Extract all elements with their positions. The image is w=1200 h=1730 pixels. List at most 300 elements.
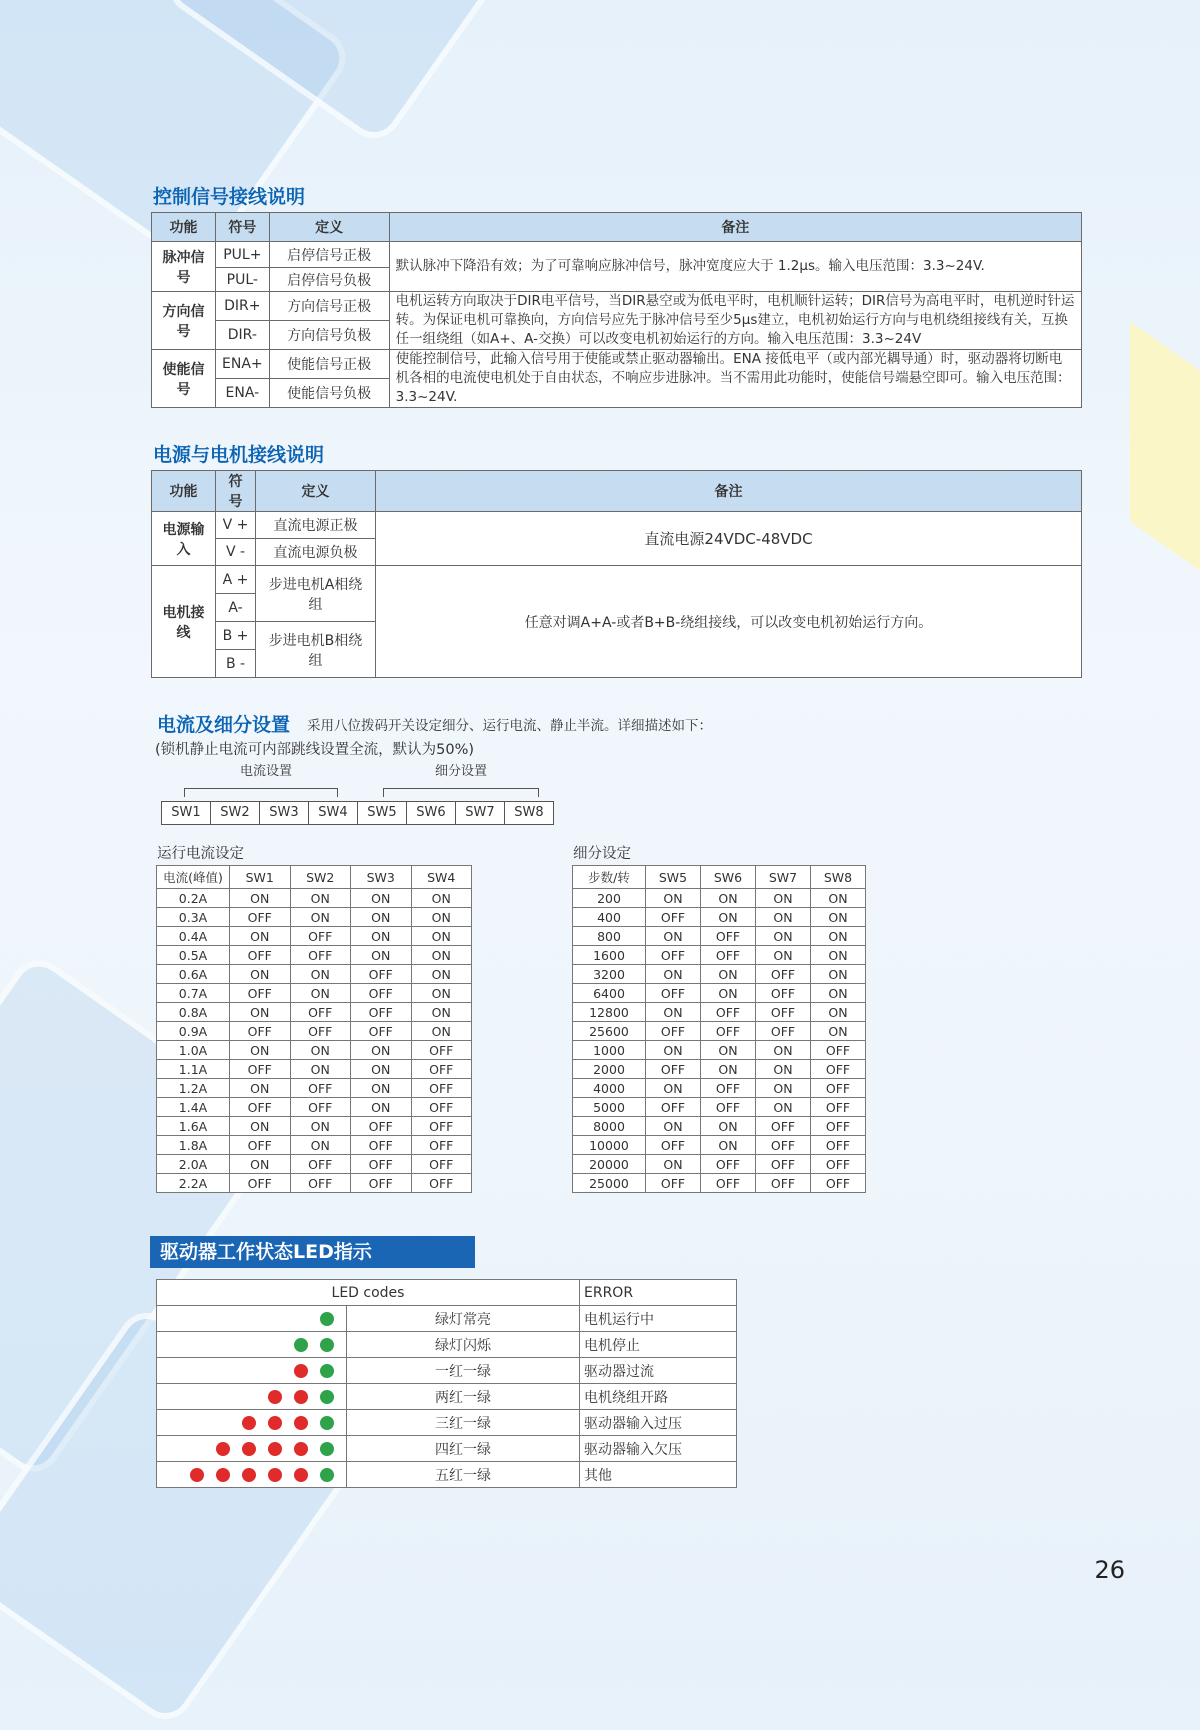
table-cell: OFF (230, 1022, 291, 1041)
control-section-title: 控制信号接线说明 (153, 186, 306, 208)
table-cell: 8000 (573, 1117, 646, 1136)
table-cell: ON (230, 927, 291, 946)
current-section-note: (锁机静止电流可内部跳线设置全流，默认为50%) (155, 742, 475, 758)
definition-cell: 启停信号正极 (269, 242, 389, 268)
table-cell: 25000 (573, 1174, 646, 1193)
table-cell: OFF (646, 1136, 701, 1155)
table-row (573, 889, 866, 908)
table-cell: 12800 (573, 1003, 646, 1022)
table-row (157, 1155, 472, 1174)
table-cell: ON (646, 1079, 701, 1098)
table-cell: OFF (351, 965, 412, 984)
red-led-icon (242, 1416, 256, 1430)
run-header-cell: 电流(峰值) (157, 866, 230, 889)
led-desc-cell: 五红一绿 (347, 1462, 580, 1488)
definition-cell: 启停信号负极 (269, 268, 389, 292)
table-cell: ON (230, 1079, 291, 1098)
table-cell: OFF (411, 1060, 472, 1079)
green-led-icon (320, 1364, 334, 1378)
table-cell: OFF (811, 1136, 866, 1155)
table-row (573, 1003, 866, 1022)
table-cell: ON (290, 965, 351, 984)
led-error-cell: 电机运行中 (580, 1306, 737, 1332)
table-cell: ON (351, 1098, 412, 1117)
led-dots-cell (157, 1306, 347, 1332)
table-cell: OFF (811, 1098, 866, 1117)
led-dots-cell (157, 1332, 347, 1358)
table-row (157, 984, 472, 1003)
table-row (157, 889, 472, 908)
table-cell: OFF (290, 1098, 351, 1117)
red-led-icon (268, 1416, 282, 1430)
table-cell: ON (351, 927, 412, 946)
table-cell: ON (411, 1022, 472, 1041)
table-cell: OFF (756, 1117, 811, 1136)
table-cell: 200 (573, 889, 646, 908)
table-cell: OFF (646, 984, 701, 1003)
red-led-icon (242, 1442, 256, 1456)
table-cell: OFF (701, 1098, 756, 1117)
led-error-cell: 其他 (580, 1462, 737, 1488)
table-cell: OFF (351, 1155, 412, 1174)
run-header-cell: SW4 (411, 866, 472, 889)
table-cell: OFF (811, 1060, 866, 1079)
table-cell: ON (756, 1060, 811, 1079)
run-header-cell: SW1 (230, 866, 291, 889)
table-row (573, 984, 866, 1003)
switch-group-current-label: 电流设置 (240, 764, 293, 779)
table-row (573, 1041, 866, 1060)
led-error-cell: 电机停止 (580, 1332, 737, 1358)
table-cell: ON (646, 1041, 701, 1060)
table-cell: ON (811, 908, 866, 927)
definition-cell: 方向信号负极 (269, 321, 389, 350)
power-section-title: 电源与电机接线说明 (153, 444, 325, 466)
switch-group-current-bracket (184, 788, 338, 797)
table-cell: ON (646, 1003, 701, 1022)
table-cell: ON (646, 1155, 701, 1174)
red-led-icon (294, 1364, 308, 1378)
table-row (573, 1155, 866, 1174)
table-cell: OFF (701, 946, 756, 965)
symbol-cell: PUL+ (216, 242, 270, 268)
table-cell: ON (756, 1098, 811, 1117)
green-led-icon (320, 1338, 334, 1352)
table-cell: ON (701, 1041, 756, 1060)
symbol-cell: B + (216, 622, 256, 650)
control-signal-table (151, 212, 1082, 408)
table-cell: 2000 (573, 1060, 646, 1079)
table-cell: 1000 (573, 1041, 646, 1060)
symbol-cell: PUL- (216, 268, 270, 292)
table-cell: ON (811, 965, 866, 984)
led-error-cell: 驱动器输入欠压 (580, 1436, 737, 1462)
table-row (157, 1079, 472, 1098)
function-cell: 使能信号 (152, 350, 216, 408)
table-cell: ON (351, 1060, 412, 1079)
red-led-icon (294, 1416, 308, 1430)
definition-cell: 使能信号正极 (269, 350, 389, 379)
table-cell: ON (756, 927, 811, 946)
green-led-icon (320, 1312, 334, 1326)
table-cell: 2.0A (157, 1155, 230, 1174)
table-cell: ON (756, 908, 811, 927)
table-cell: OFF (411, 1041, 472, 1060)
led-row (157, 1462, 737, 1488)
table-cell: 400 (573, 908, 646, 927)
table-cell: 1.1A (157, 1060, 230, 1079)
definition-cell: 直流电源正极 (256, 512, 376, 539)
table-cell: ON (646, 889, 701, 908)
table-cell: ON (411, 965, 472, 984)
table-cell: 1.6A (157, 1117, 230, 1136)
microstep-title: 细分设定 (573, 846, 631, 862)
table-cell: OFF (701, 1022, 756, 1041)
table-cell: OFF (290, 1003, 351, 1022)
table-cell: 0.9A (157, 1022, 230, 1041)
table-row (157, 1098, 472, 1117)
table-cell: OFF (646, 1022, 701, 1041)
symbol-cell: ENA+ (216, 350, 270, 379)
red-led-icon (294, 1468, 308, 1482)
table-cell: 800 (573, 927, 646, 946)
table-cell: OFF (411, 1117, 472, 1136)
symbol-cell: DIR+ (216, 292, 270, 321)
led-status-table (156, 1279, 737, 1488)
table-cell: ON (646, 927, 701, 946)
table-cell: ON (351, 1079, 412, 1098)
led-desc-cell: 两红一绿 (347, 1384, 580, 1410)
table-cell: ON (411, 927, 472, 946)
table-cell: ON (701, 1136, 756, 1155)
green-led-icon (294, 1338, 308, 1352)
background-accent (1130, 321, 1200, 598)
micro-header-cell: SW5 (646, 866, 701, 889)
table-cell: ON (646, 965, 701, 984)
table-row (573, 1117, 866, 1136)
led-row (157, 1410, 737, 1436)
table-cell: ON (756, 1041, 811, 1060)
page-number: 26 (1094, 1556, 1125, 1584)
table-row (157, 1041, 472, 1060)
table-cell: OFF (646, 1098, 701, 1117)
led-row (157, 1358, 737, 1384)
table-cell: ON (756, 946, 811, 965)
table-cell: OFF (290, 1022, 351, 1041)
led-desc-cell: 绿灯闪烁 (347, 1332, 580, 1358)
table-cell: OFF (290, 1174, 351, 1193)
table-cell: OFF (811, 1079, 866, 1098)
table-cell: OFF (230, 1060, 291, 1079)
table-cell: OFF (756, 1136, 811, 1155)
led-dots-cell (157, 1358, 347, 1384)
dip-switch: SW8 (504, 801, 554, 825)
table-cell: OFF (811, 1155, 866, 1174)
note-cell: 直流电源24VDC-48VDC (376, 512, 1082, 566)
table-cell: OFF (756, 984, 811, 1003)
table-row (573, 1174, 866, 1193)
table-cell: OFF (351, 1136, 412, 1155)
table-row (573, 1079, 866, 1098)
dip-switch: SW5 (357, 801, 407, 825)
dip-switch: SW7 (455, 801, 505, 825)
table-cell: 6400 (573, 984, 646, 1003)
dip-switch: SW2 (210, 801, 260, 825)
led-row (157, 1384, 737, 1410)
table-cell: OFF (756, 1003, 811, 1022)
symbol-cell: B - (216, 650, 256, 678)
switch-group-micro-label: 细分设置 (435, 764, 488, 779)
led-dots-cell (157, 1384, 347, 1410)
led-desc-cell: 四红一绿 (347, 1436, 580, 1462)
table-cell: 3200 (573, 965, 646, 984)
table-row (157, 1022, 472, 1041)
current-section-desc: 采用八位拨码开关设定细分、运行电流、静止半流。详细描述如下： (307, 718, 712, 734)
header-definition: 定义 (269, 213, 389, 242)
table-cell: ON (411, 1003, 472, 1022)
table-cell: 1.2A (157, 1079, 230, 1098)
table-cell: OFF (351, 1003, 412, 1022)
function-cell: 方向信号 (152, 292, 216, 350)
table-cell: ON (290, 1060, 351, 1079)
table-row (157, 908, 472, 927)
dip-switch: SW4 (308, 801, 358, 825)
red-led-icon (268, 1442, 282, 1456)
table-row (157, 1060, 472, 1079)
table-cell: ON (701, 889, 756, 908)
function-cell: 脉冲信号 (152, 242, 216, 292)
table-cell: 2.2A (157, 1174, 230, 1193)
red-led-icon (268, 1390, 282, 1404)
symbol-cell: DIR- (216, 321, 270, 350)
dip-switch: SW3 (259, 801, 309, 825)
table-row (573, 1098, 866, 1117)
table-cell: ON (290, 1041, 351, 1060)
definition-cell: 直流电源负极 (256, 539, 376, 566)
table-cell: OFF (290, 1079, 351, 1098)
table-row (573, 1136, 866, 1155)
table-cell: ON (290, 984, 351, 1003)
definition-cell: 步进电机A相绕组 (256, 566, 376, 622)
led-desc-cell: 绿灯常亮 (347, 1306, 580, 1332)
table-cell: ON (411, 946, 472, 965)
table-cell: 1.0A (157, 1041, 230, 1060)
table-cell: 25600 (573, 1022, 646, 1041)
table-row (573, 965, 866, 984)
table-row (157, 1136, 472, 1155)
table-cell: ON (230, 965, 291, 984)
table-cell: OFF (411, 1174, 472, 1193)
table-cell: OFF (811, 1117, 866, 1136)
current-section-title: 电流及细分设置 (157, 714, 291, 736)
table-cell: ON (811, 927, 866, 946)
table-cell: ON (811, 946, 866, 965)
table-cell: ON (230, 1155, 291, 1174)
table-cell: ON (756, 889, 811, 908)
table-cell: OFF (701, 1079, 756, 1098)
micro-header-cell: SW7 (756, 866, 811, 889)
table-cell: ON (290, 908, 351, 927)
table-cell: OFF (230, 1174, 291, 1193)
led-desc-cell: 三红一绿 (347, 1410, 580, 1436)
table-cell: ON (351, 889, 412, 908)
table-row (573, 908, 866, 927)
table-cell: 20000 (573, 1155, 646, 1174)
table-row (157, 946, 472, 965)
symbol-cell: ENA- (216, 379, 270, 408)
table-cell: OFF (701, 1003, 756, 1022)
table-cell: OFF (351, 1117, 412, 1136)
switch-group-micro-bracket (383, 788, 539, 797)
definition-cell: 步进电机B相绕组 (256, 622, 376, 678)
red-led-icon (294, 1442, 308, 1456)
symbol-cell: V - (216, 539, 256, 566)
table-cell: OFF (646, 908, 701, 927)
table-cell: OFF (351, 1174, 412, 1193)
table-cell: OFF (811, 1041, 866, 1060)
table-cell: ON (230, 1117, 291, 1136)
table-cell: OFF (411, 1136, 472, 1155)
table-cell: OFF (701, 1155, 756, 1174)
table-cell: ON (230, 1041, 291, 1060)
table-cell: ON (411, 889, 472, 908)
table-cell: OFF (411, 1155, 472, 1174)
header-note: 备注 (376, 471, 1082, 512)
table-cell: OFF (646, 1174, 701, 1193)
led-codes-header: LED codes (157, 1280, 580, 1306)
table-cell: OFF (701, 927, 756, 946)
table-cell: 0.5A (157, 946, 230, 965)
table-cell: 0.7A (157, 984, 230, 1003)
table-cell: ON (411, 908, 472, 927)
header-symbol: 符号 (216, 213, 270, 242)
table-cell: OFF (230, 1098, 291, 1117)
red-led-icon (242, 1468, 256, 1482)
note-cell: 默认脉冲下降沿有效；为了可靠响应脉冲信号，脉冲宽度应大于 1.2μs。输入电压范围：3.3~24V. (389, 242, 1081, 292)
table-row (573, 927, 866, 946)
red-led-icon (216, 1442, 230, 1456)
table-row (157, 927, 472, 946)
table-cell: OFF (230, 1136, 291, 1155)
table-cell: ON (290, 889, 351, 908)
table-cell: OFF (351, 984, 412, 1003)
red-led-icon (190, 1468, 204, 1482)
table-cell: OFF (351, 1022, 412, 1041)
power-motor-table (151, 470, 1082, 678)
micro-header-cell: 步数/转 (573, 866, 646, 889)
header-definition: 定义 (256, 471, 376, 512)
table-cell: ON (411, 984, 472, 1003)
red-led-icon (294, 1390, 308, 1404)
micro-header-cell: SW6 (701, 866, 756, 889)
header-symbol: 符号 (216, 471, 256, 512)
table-cell: OFF (230, 984, 291, 1003)
table-cell: OFF (411, 1098, 472, 1117)
definition-cell: 使能信号负极 (269, 379, 389, 408)
table-cell: 5000 (573, 1098, 646, 1117)
table-cell: ON (811, 984, 866, 1003)
table-row (573, 1022, 866, 1041)
led-row (157, 1306, 737, 1332)
led-row (157, 1436, 737, 1462)
table-cell: ON (811, 889, 866, 908)
table-cell: ON (230, 889, 291, 908)
led-dots-cell (157, 1436, 347, 1462)
table-cell: ON (701, 1117, 756, 1136)
table-cell: OFF (756, 1022, 811, 1041)
table-cell: OFF (290, 946, 351, 965)
header-function: 功能 (152, 213, 216, 242)
table-cell: ON (351, 908, 412, 927)
table-cell: OFF (290, 1155, 351, 1174)
led-desc-cell: 一红一绿 (347, 1358, 580, 1384)
run-header-cell: SW2 (290, 866, 351, 889)
table-cell: OFF (701, 1174, 756, 1193)
symbol-cell: A- (216, 594, 256, 622)
table-cell: 1600 (573, 946, 646, 965)
table-cell: ON (351, 1041, 412, 1060)
table-row (157, 1003, 472, 1022)
table-cell: ON (351, 946, 412, 965)
table-cell: ON (290, 1136, 351, 1155)
led-error-cell: 电机绕组开路 (580, 1384, 737, 1410)
table-cell: OFF (756, 1155, 811, 1174)
table-cell: ON (701, 984, 756, 1003)
table-cell: OFF (646, 946, 701, 965)
table-row (157, 965, 472, 984)
microstep-table (572, 865, 866, 1193)
symbol-cell: V + (216, 512, 256, 539)
table-cell: ON (230, 1003, 291, 1022)
table-row (573, 1060, 866, 1079)
run-current-table (156, 865, 472, 1193)
table-cell: 4000 (573, 1079, 646, 1098)
note-cell: 电机运转方向取决于DIR电平信号，当DIR悬空或为低电平时，电机顺针运转；DIR信号为高电平时，电机逆时针运转。为保证电机可靠换向，方向信号应先于脉冲信号至少5μs建立，电机初始运行方向与电机绕组接线有关，互换任一组绕组（如A+、A-交换）可以改变电机初始运行的方向。输入电压范围：3.3~24V (389, 292, 1081, 350)
run-current-title: 运行电流设定 (157, 846, 244, 862)
table-cell: ON (701, 1060, 756, 1079)
function-cell: 电机接线 (152, 566, 216, 678)
table-cell: 0.3A (157, 908, 230, 927)
table-cell: OFF (230, 946, 291, 965)
led-row (157, 1332, 737, 1358)
table-cell: 0.2A (157, 889, 230, 908)
table-cell: ON (701, 908, 756, 927)
table-cell: OFF (756, 965, 811, 984)
red-led-icon (268, 1468, 282, 1482)
header-function: 功能 (152, 471, 216, 512)
definition-cell: 方向信号正极 (269, 292, 389, 321)
micro-header-cell: SW8 (811, 866, 866, 889)
symbol-cell: A + (216, 566, 256, 594)
led-section-title: 驱动器工作状态LED指示 (150, 1236, 475, 1268)
run-header-cell: SW3 (351, 866, 412, 889)
led-dots-cell (157, 1462, 347, 1488)
note-cell: 任意对调A+A-或者B+B-绕组接线，可以改变电机初始运行方向。 (376, 566, 1082, 678)
dip-switch-row (162, 801, 554, 825)
led-error-cell: 驱动器过流 (580, 1358, 737, 1384)
table-row (573, 946, 866, 965)
table-cell: OFF (756, 1174, 811, 1193)
dip-switch: SW1 (161, 801, 211, 825)
table-cell: 0.4A (157, 927, 230, 946)
header-note: 备注 (389, 213, 1081, 242)
table-cell: 10000 (573, 1136, 646, 1155)
table-cell: 0.8A (157, 1003, 230, 1022)
table-cell: OFF (646, 1060, 701, 1079)
green-led-icon (320, 1416, 334, 1430)
table-cell: ON (701, 965, 756, 984)
table-row (157, 1117, 472, 1136)
